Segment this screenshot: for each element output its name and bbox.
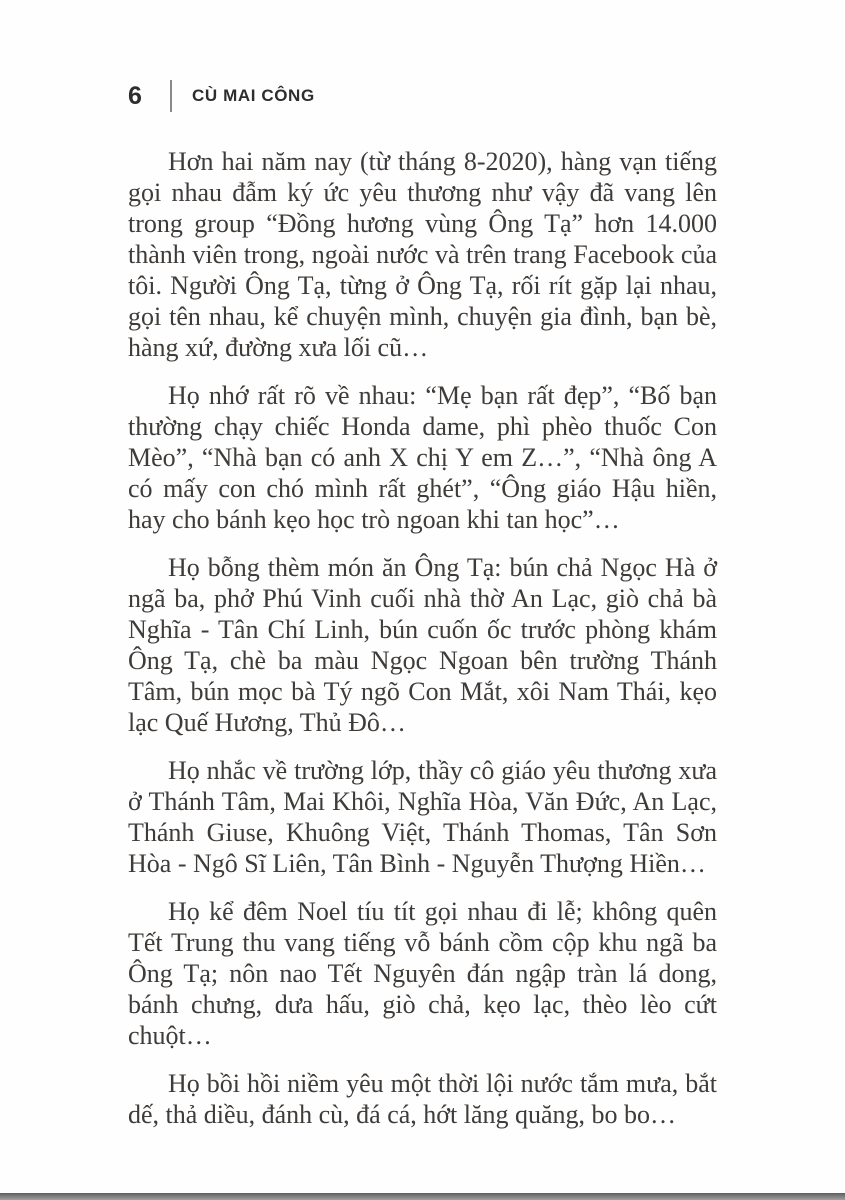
paragraph-4: Họ nhắc về trường lớp, thầy cô giáo yêu thương xưa ở Thánh Tâm, Mai Khôi, Nghĩa Hòa, Văn Đức, An Lạc, Thánh Giuse, Khuông Việt, Thánh Thomas, Tân Sơn Hòa - Ngô Sĩ Liên, Tân Bình - Nguyễn Thượng Hiền… (128, 756, 717, 878)
paragraph-1: Hơn hai năm nay (từ tháng 8-2020), hàng vạn tiếng gọi nhau đẫm ký ức yêu thương như vậy đã vang lên trong group “Đồng hương vùng Ông Tạ” hơn 14.000 thành viên trong, ngoài nước và trên trang Facebook của tôi. Người Ông Tạ, từng ở Ông Tạ, rối rít gặp lại nhau, gọi tên nhau, kể chuyện mình, chuyện gia đình, bạn bè, hàng xứ, đường xưa lối cũ… (128, 147, 717, 362)
page-bottom-edge (0, 1193, 845, 1200)
author-running-head: CÙ MAI CÔNG (192, 86, 315, 105)
header-divider (170, 80, 172, 112)
paragraph-5: Họ kể đêm Noel tíu tít gọi nhau đi lễ; không quên Tết Trung thu vang tiếng vỗ bánh cồm cộp khu ngã ba Ông Tạ; nôn nao Tết Nguyên đán ngập tràn lá dong, bánh chưng, dưa hấu, giò chả, kẹo lạc, thèo lèo cứt chuột… (128, 897, 717, 1050)
page-header (128, 80, 315, 112)
page-body-text (128, 146, 717, 1147)
paragraph-2: Họ nhớ rất rõ về nhau: “Mẹ bạn rất đẹp”, “Bố bạn thường chạy chiếc Honda dame, phì phèo thuốc Con Mèo”, “Nhà bạn có anh X chị Y em Z…”, “Nhà ông A có mấy con chó mình rất ghét”, “Ông giáo Hậu hiền, hay cho bánh kẹo học trò ngoan khi tan học”… (128, 381, 717, 534)
paragraph-6: Họ bồi hồi niềm yêu một thời lội nước tắm mưa, bắt dế, thả diều, đánh cù, đá cá, hớt lăng quăng, bo bo… (128, 1069, 717, 1129)
paragraph-3: Họ bỗng thèm món ăn Ông Tạ: bún chả Ngọc Hà ở ngã ba, phở Phú Vinh cuối nhà thờ An Lạc, giò chả bà Nghĩa - Tân Chí Linh, bún cuốn ốc trước phòng khám Ông Tạ, chè ba màu Ngọc Ngoan bên trường Thánh Tâm, bún mọc bà Tý ngõ Con Mắt, xôi Nam Thái, kẹo lạc Quế Hương, Thủ Đô… (128, 553, 717, 737)
page-number: 6 (128, 81, 142, 110)
